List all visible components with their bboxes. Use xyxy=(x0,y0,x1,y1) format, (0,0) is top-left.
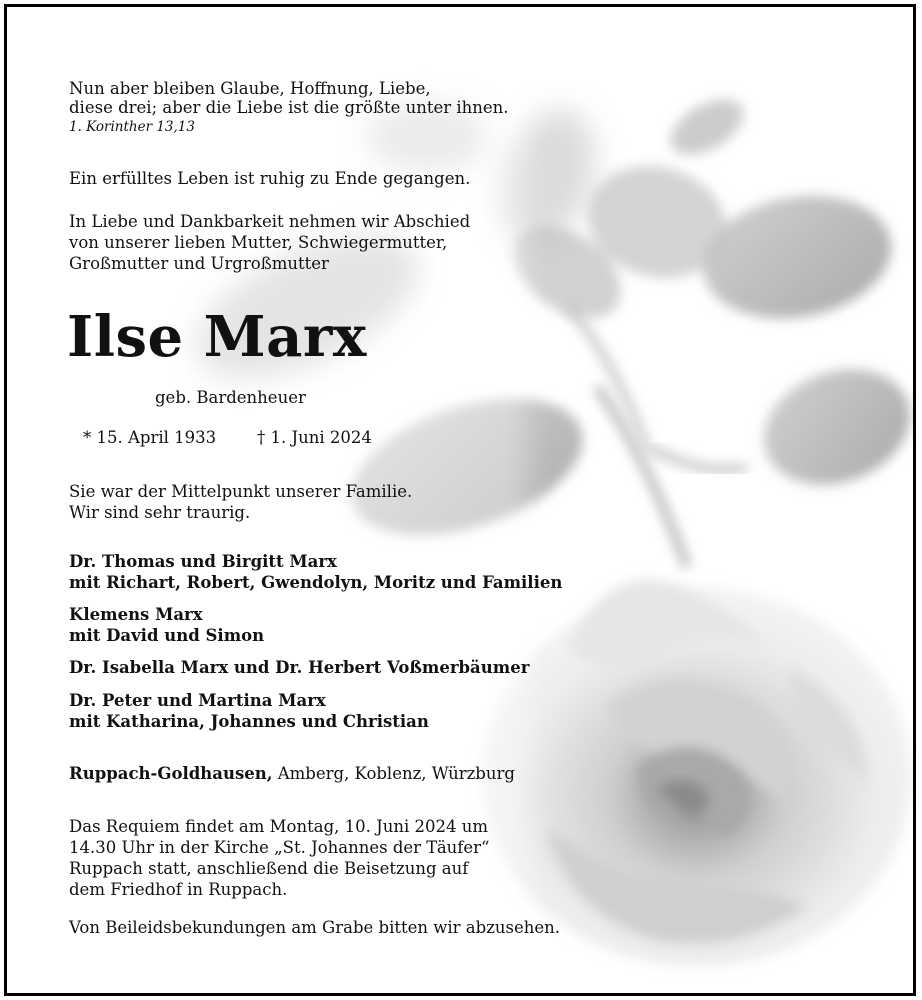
quote-line-1: Nun aber bleiben Glaube, Hoffnung, Liebe, xyxy=(69,79,431,98)
obituary-notice xyxy=(4,4,916,996)
statement-line-1: Sie war der Mittelpunkt unserer Familie. xyxy=(69,482,413,501)
farewell-line-2: von unserer lieben Mutter, Schwiegermutter, xyxy=(69,233,448,252)
mourner-2-line-1: Klemens Marx xyxy=(69,605,203,624)
mourner-1-line-1: Dr. Thomas und Birgitt Marx xyxy=(69,552,337,571)
mourner-2-line-2: mit David und Simon xyxy=(69,626,265,645)
farewell-line-1: In Liebe und Dankbarkeit nehmen wir Abschied xyxy=(69,212,471,231)
mourner-4-line-1: Dr. Peter und Martina Marx xyxy=(69,691,326,710)
death-date: † 1. Juni 2024 xyxy=(257,428,372,447)
place-others: Amberg, Koblenz, Würzburg xyxy=(272,764,515,783)
requiem-line-3: Ruppach statt, anschließend die Beisetzung auf xyxy=(69,859,469,878)
farewell-line-3: Großmutter und Urgroßmutter xyxy=(69,254,329,273)
maiden-name: geb. Bardenheuer xyxy=(155,388,306,407)
requiem-line-1: Das Requiem findet am Montag, 10. Juni 2024 um xyxy=(69,817,489,836)
closing-line: Von Beileidsbekundungen am Grabe bitten wir abzusehen. xyxy=(69,918,561,937)
mourner-1-line-2: mit Richart, Robert, Gwendolyn, Moritz und Familien xyxy=(69,573,563,592)
deceased-name: Ilse Marx xyxy=(67,304,367,370)
birth-date: * 15. April 1933 xyxy=(83,428,217,447)
place-main: Ruppach-Goldhausen, xyxy=(69,764,273,783)
notice-text xyxy=(7,7,913,993)
places-line xyxy=(69,764,515,784)
mourner-3-line-1: Dr. Isabella Marx und Dr. Herbert Voßmerbäumer xyxy=(69,658,530,677)
requiem-line-4: dem Friedhof in Ruppach. xyxy=(69,880,288,899)
requiem-line-2: 14.30 Uhr in der Kirche „St. Johannes der Täufer“ xyxy=(69,838,490,857)
intro-line: Ein erfülltes Leben ist ruhig zu Ende gegangen. xyxy=(69,169,471,188)
mourner-4-line-2: mit Katharina, Johannes und Christian xyxy=(69,712,429,731)
quote-source: 1. Korinther 13,13 xyxy=(69,119,195,135)
quote-line-2: diese drei; aber die Liebe ist die größte unter ihnen. xyxy=(69,98,509,117)
statement-line-2: Wir sind sehr traurig. xyxy=(69,503,251,522)
